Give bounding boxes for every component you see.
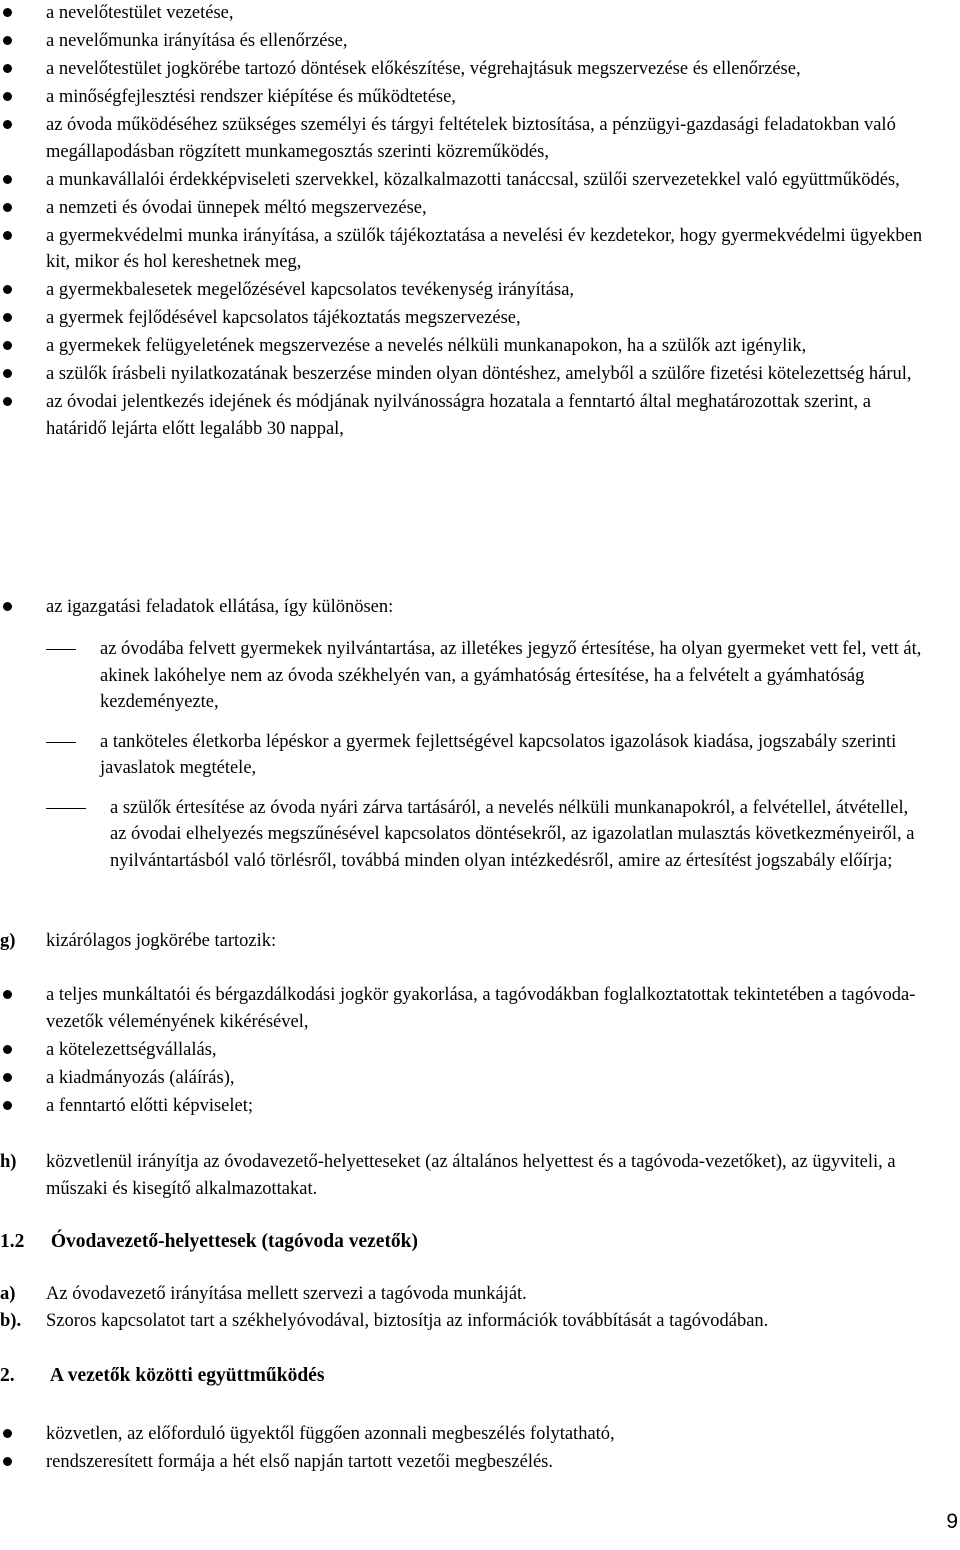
section-heading-2: [0, 1363, 324, 1390]
item-marker: b).: [0, 1311, 22, 1331]
list-item: a teljes munkáltatói és bérgazdálkodási jogkör gyakorlása, a tagóvodákban foglalkoztatottak tekintetében a tagóvoda-vezetők véleményének kikérésével,: [0, 982, 935, 1035]
section-h-text: közvetlenül irányítja az óvodavezető-helyetteseket (az általános helyettest és a tagóvoda-vezetőket), az ügyviteli, a műszaki és kisegítő alkalmazottakat.: [46, 1152, 896, 1199]
admin-sublist: [46, 636, 926, 887]
list-item: a kötelezettségvállalás,: [0, 1037, 935, 1064]
cooperation-list: [0, 1421, 935, 1477]
section-1-2-b: [0, 1308, 935, 1335]
list-item: a gyermekek felügyeletének megszervezése a nevelés nélküli munkanapokon, ha a szülők azt igénylik,: [0, 333, 935, 360]
section-number: 1.2: [0, 1231, 25, 1252]
list-item: a tanköteles életkorba lépéskor a gyermek fejlettségével kapcsolatos igazolások kiadása, jogszabály szerinti javaslatok megtétele,: [46, 729, 926, 782]
list-item: a nevelőmunka irányítása és ellenőrzése,: [0, 28, 935, 55]
list-item: a kiadmányozás (aláírás),: [0, 1065, 935, 1092]
item-marker: h): [0, 1152, 17, 1172]
list-item: a nevelőtestület jogkörébe tartozó döntések előkészítése, végrehajtásuk megszervezése és ellenőrzése,: [0, 56, 935, 83]
section-title: A vezetők közötti együttműködés: [49, 1365, 325, 1386]
list-item: a minőségfejlesztési rendszer kiépítése és működtetése,: [0, 84, 935, 111]
page-number: 9: [946, 1510, 958, 1533]
section-title: Óvodavezető-helyettesek (tagóvoda vezetők): [50, 1231, 419, 1252]
list-item: a fenntartó előtti képviselet;: [0, 1093, 935, 1120]
item-text: Az óvodavezető irányítása mellett szervezi a tagóvoda munkáját.: [46, 1284, 527, 1304]
item-text: Szoros kapcsolatot tart a székhelyóvodával, biztosítja az információk továbbítását a tagóvodában.: [46, 1311, 769, 1331]
list-item: a nemzeti és óvodai ünnepek méltó megszervezése,: [0, 195, 935, 222]
list-item: a szülők értesítése az óvoda nyári zárva tartásáról, a nevelés nélküli munkanapokról, a felvétellel, átvétellel, az óvodai elhelyezés megszűnésével kapcsolatos döntésekről, az igazolatlan mulasztás következményeiről, a nyilvántartásból való törlésről, továbbá minden olyan intézkedésről, amire az értesítést jogszabály előírja;: [46, 795, 926, 875]
list-item: az óvodába felvett gyermekek nyilvántartása, az illetékes jegyző értesítése, ha olyan gyermeket vett fel, vett át, akinek lakóhelye nem az óvoda székhelyén van, a gyámhatóság értesítése, ha a felvételt a gyámhatóság kezdeményezte,: [46, 636, 926, 716]
exclusive-powers-list: [0, 982, 935, 1121]
list-item: a munkavállalói érdekképviseleti szervekkel, közalkalmazotti tanáccsal, szülői szervezetekkel való együttműködés,: [0, 167, 935, 194]
item-marker: g): [0, 931, 16, 951]
list-item: a gyermek fejlődésével kapcsolatos tájékoztatás megszervezése,: [0, 305, 935, 332]
list-item: a gyermekvédelmi munka irányítása, a szülők tájékoztatása a nevelési év kezdetekor, hogy gyermekvédelmi ügyekben kit, mikor és hol kereshetnek meg,: [0, 223, 935, 276]
section-g: [0, 928, 935, 955]
list-item: az óvodai jelentkezés idejének és módjának nyilvánosságra hozatala a fenntartó által meghatározottak szerint, a határidő lejárta előtt legalább 30 nappal,: [0, 389, 935, 442]
section-heading-1-2: [0, 1229, 418, 1256]
list-item: a gyermekbalesetek megelőzésével kapcsolatos tevékenység irányítása,: [0, 277, 935, 304]
admin-duties: [0, 594, 935, 622]
list-item: a szülők írásbeli nyilatkozatának beszerzése minden olyan döntéshez, amelyből a szülőre fizetési kötelezettség hárul,: [0, 361, 935, 388]
list-item: rendszeresített formája a hét első napján tartott vezetői megbeszélés.: [0, 1449, 935, 1476]
list-item: az óvoda működéséhez szükséges személyi és tárgyi feltételek biztosítása, a pénzügyi-gazdasági feladatokban való megállapodásban rögzített munkamegosztás szerinti közreműködés,: [0, 112, 935, 165]
section-g-text: kizárólagos jogkörébe tartozik:: [46, 931, 277, 951]
duties-list: [0, 0, 935, 444]
list-item: közvetlen, az előforduló ügyektől függően azonnali megbeszélés folytatható,: [0, 1421, 935, 1448]
section-h: [0, 1149, 935, 1202]
section-number: 2.: [0, 1365, 15, 1386]
section-1-2-a: [0, 1281, 935, 1308]
item-marker: a): [0, 1284, 16, 1304]
list-item: a nevelőtestület vezetése,: [0, 0, 935, 27]
list-item: az igazgatási feladatok ellátása, így különösen:: [0, 594, 935, 621]
